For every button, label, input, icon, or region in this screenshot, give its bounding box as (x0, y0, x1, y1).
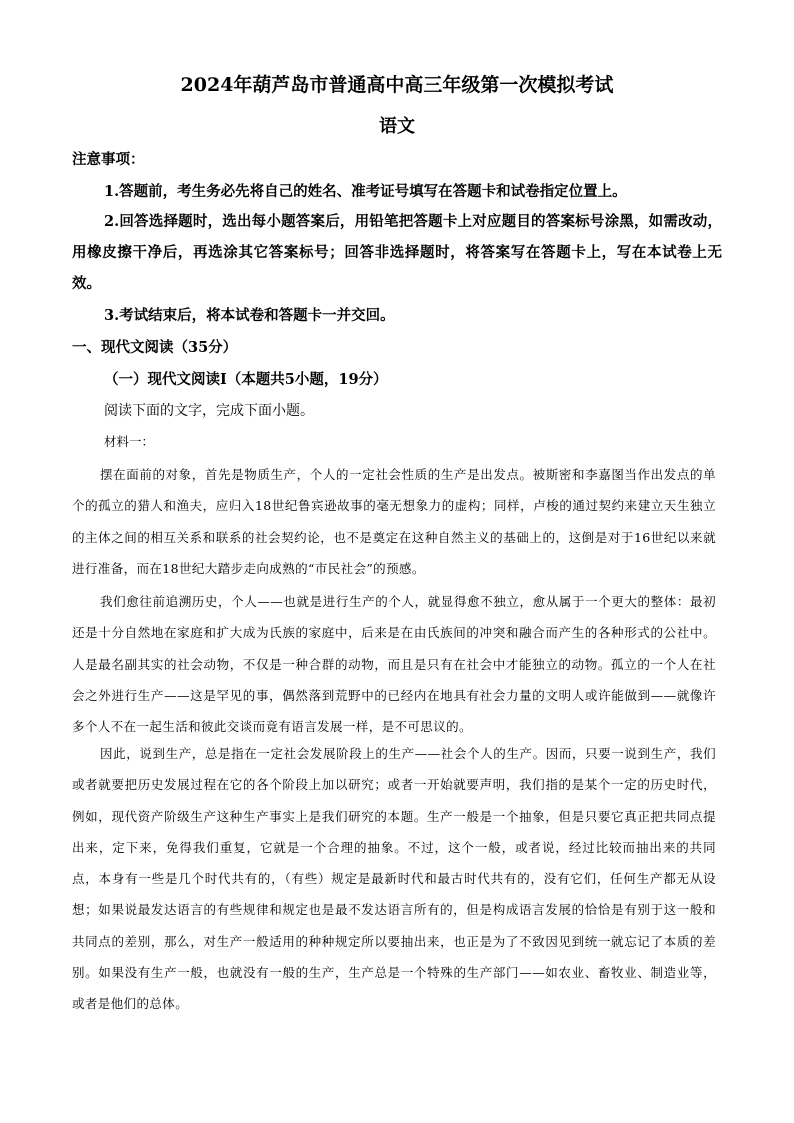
material-paragraph-1: 摆在面前的对象，首先是物质生产，个人的一定社会性质的生产是出发点。被斯密和李嘉图当作出发点的单个的孤立的猎人和渔夫，应归入18世纪鲁宾逊故事的毫无想象力的虚构；同样，卢梭的通过契约来建立天生独立的主体之间的相互关系和联系的社会契约论，也不是奠定在这种自然主义的基础上的，这倒是对于16世纪以来就进行准备，而在18世纪大踏步走向成熟的“市民社会”的预感。 (72, 467, 716, 576)
notes-heading: 注意事项： (72, 151, 145, 168)
material-paragraph-3: 因此，说到生产，总是指在一定社会发展阶段上的生产——社会个人的生产。因而，只要一说到生产，我们或者就要把历史发展过程在它的各个阶段上加以研究；或者一开始就要声明，我们指的是某个一定的历史时代，例如，现代资产阶级生产这种生产事实上是我们研究的本题。生产一般是一个抽象，但是只要它真正把共同点提出来，定下来，免得我们重复，它就是一个合理的抽象。不过，这个一般，或者说，经过比较而抽出来的共同点，本身有一些是几个时代共有的，（有些）规定是最新时代和最古时代共有的，没有它们，任何生产都无从设想；如果说最发达语言的有些规律和规定也是最不发达语言所有的，但是构成语言发展的恰恰是有别于这一般和共同点的差别，那么，对生产一般适用的种种规定所以要抽出来，也正是为了不致因见到统一就忘记了本质的差别。如果没有生产一般，也就没有一般的生产，生产总是一个特殊的生产部门——如农业、畜牧业、制造业等，或者是他们的总体。 (72, 746, 716, 1012)
material-paragraph-2: 我们愈往前追溯历史，个人——也就是进行生产的个人，就显得愈不独立，愈从属于一个更大的整体：最初还是十分自然地在家庭和扩大成为氏族的家庭中，后来是在由氏族间的冲突和融合而产生的各种形式的公社中。人是最名副其实的社会动物，不仅是一种合群的动物，而且是只有在社会中才能独立的动物。孤立的一个人在社会之外进行生产——这是罕见的事，偶然落到荒野中的已经内在地具有社会力量的文明人或许能做到——就像许多个人不在一起生活和彼此交谈而竟有语言发展一样，是不可思议的。 (72, 594, 716, 735)
section-heading: 一、现代文阅读（35分） (72, 339, 238, 356)
note-item-1: 1.答题前，考生务必先将自己的姓名、准考证号填写在答题卡和试卷指定位置上。 (104, 183, 627, 200)
reading-instruction: 阅读下面的文字，完成下面小题。 (104, 403, 314, 419)
note-item-2: 2.回答选择题时，选出每小题答案后，用铅笔把答题卡上对应题目的答案标号涂黑，如需改动，用橡皮擦干净后，再选涂其它答案标号；回答非选择题时，将答案写在答题卡上，写在本试卷上无效。 (72, 213, 722, 292)
material-label: 材料一： (104, 434, 155, 449)
note-item-3: 3.考试结束后，将本试卷和答题卡一并交回。 (104, 307, 395, 324)
exam-title: 2024年葫芦岛市普通高中高三年级第一次模拟考试 (180, 74, 614, 96)
subject-title: 语文 (379, 116, 415, 137)
subsection-heading: （一）现代文阅读Ⅰ（本题共5小题，19分） (104, 371, 388, 388)
